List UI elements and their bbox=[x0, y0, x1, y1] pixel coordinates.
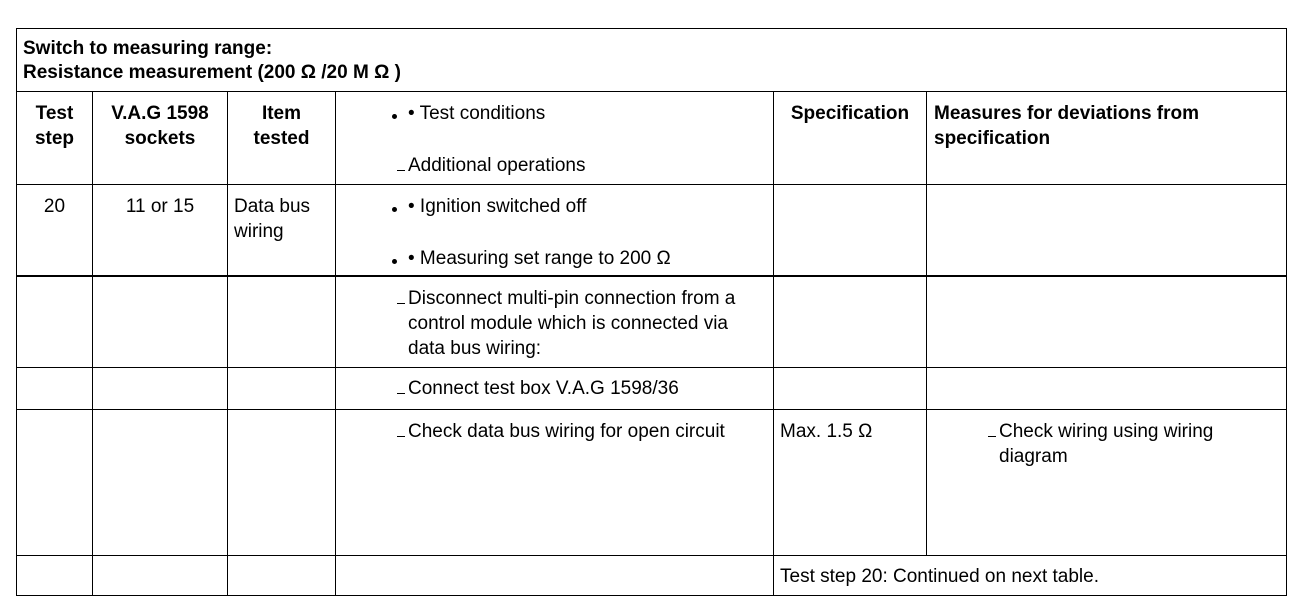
cell-operation: Disconnect multi-pin connection from a control module which is connected via data bus wiring: bbox=[336, 276, 774, 368]
dash-icon bbox=[386, 286, 408, 311]
header-specification: Specification bbox=[774, 92, 927, 185]
cell-operation: Check data bus wiring for open circuit bbox=[336, 410, 774, 556]
table-row bbox=[17, 185, 1287, 276]
cell-item: Data bus wiring bbox=[228, 185, 336, 276]
table-row bbox=[17, 410, 1287, 556]
cell-operation: Connect test box V.A.G 1598/36 bbox=[336, 368, 774, 410]
header-sockets: V.A.G 1598 sockets bbox=[93, 92, 228, 185]
header-measures: Measures for deviations from specification bbox=[927, 92, 1287, 185]
cell-measure: Check wiring using wiring diagram bbox=[927, 410, 1287, 556]
bullet-icon bbox=[386, 194, 408, 219]
cell-conditions: • Ignition switched off • Measuring set range to 200 Ω bbox=[336, 185, 774, 276]
table-title bbox=[17, 29, 1287, 92]
bullet-icon bbox=[386, 101, 408, 126]
cell-sockets: 11 or 15 bbox=[93, 185, 228, 276]
continued-note: Test step 20: Continued on next table. bbox=[774, 556, 1287, 596]
header-item-tested: Item tested bbox=[228, 92, 336, 185]
cell-spec: Max. 1.5 Ω bbox=[774, 410, 927, 556]
table-row bbox=[17, 556, 1287, 596]
dash-icon bbox=[386, 419, 408, 444]
cell-step: 20 bbox=[17, 185, 93, 276]
test-table bbox=[16, 28, 1287, 596]
header-row bbox=[17, 92, 1287, 185]
title-line-2: Resistance measurement (200 Ω /20 M Ω ) bbox=[23, 62, 401, 83]
table-row bbox=[17, 276, 1287, 368]
header-test-step: Test step bbox=[17, 92, 93, 185]
cell-spec bbox=[774, 185, 927, 276]
table-row bbox=[17, 368, 1287, 410]
header-conditions: • Test conditions Additional operations bbox=[336, 92, 774, 185]
bullet-icon bbox=[386, 246, 408, 271]
title-line-1: Switch to measuring range: bbox=[23, 38, 273, 59]
cell-measure bbox=[927, 185, 1287, 276]
dash-icon bbox=[386, 153, 408, 178]
dash-icon bbox=[977, 419, 999, 444]
dash-icon bbox=[386, 376, 408, 401]
